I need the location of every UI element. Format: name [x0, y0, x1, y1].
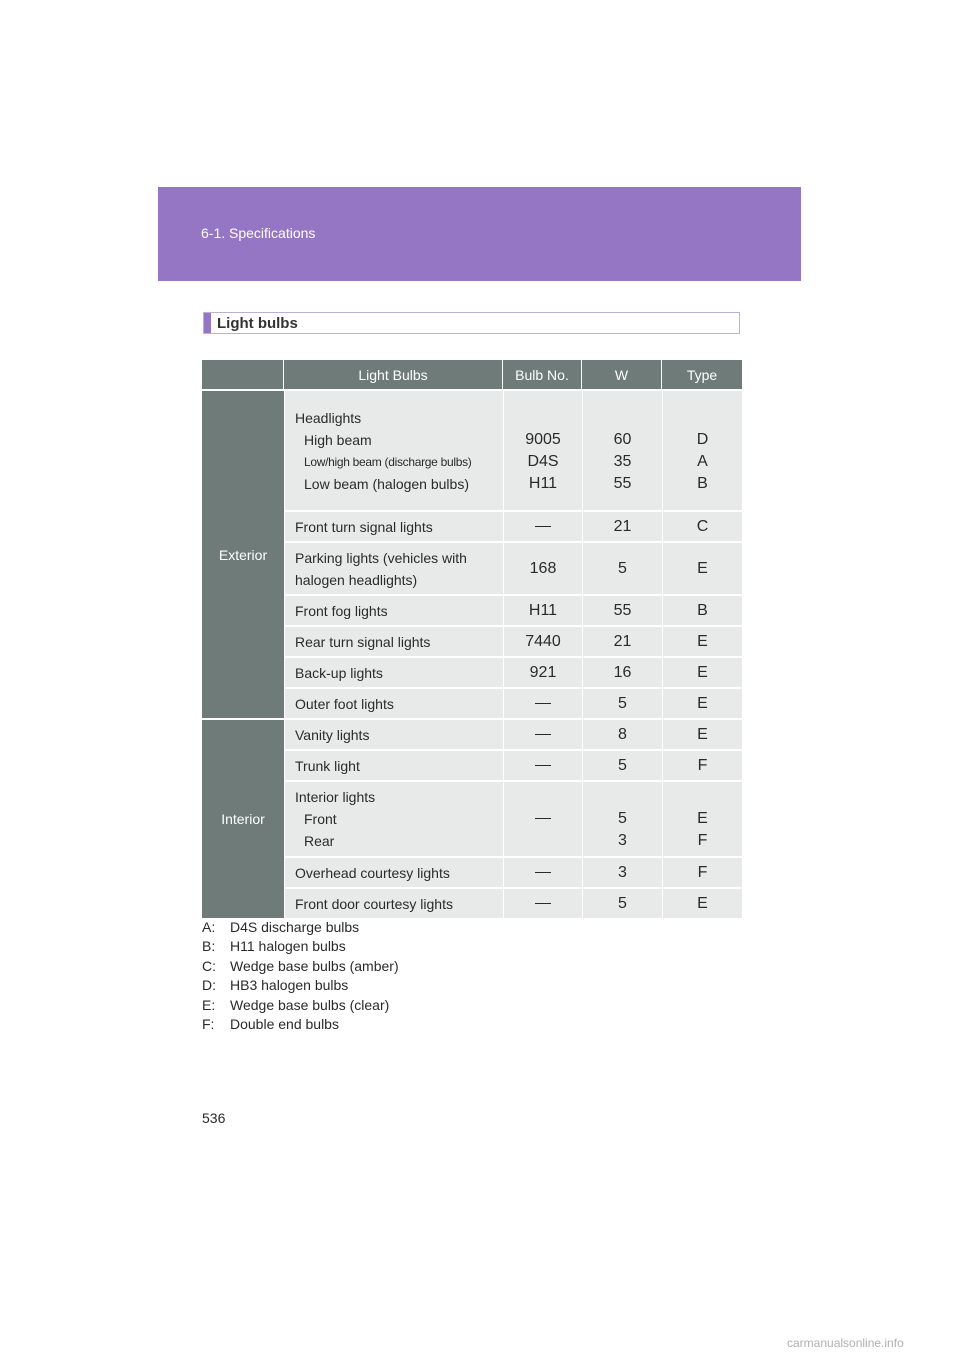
- footnote-text: Wedge base bulbs (clear): [230, 996, 390, 1013]
- dash-mark: [535, 765, 551, 766]
- light-bulbs-table: [202, 358, 742, 920]
- row-name: Rear turn signal lights: [284, 627, 503, 656]
- row-name: [284, 391, 503, 510]
- dash-mark: [535, 526, 551, 527]
- column-header-light-bulbs: Light Bulbs: [284, 360, 503, 389]
- type-value: B: [697, 474, 708, 492]
- footnote-item: [202, 957, 399, 976]
- footnote-text: Double end bulbs: [230, 1016, 339, 1033]
- bulb-number: H11: [528, 474, 558, 492]
- footnote-label: D:: [202, 977, 216, 994]
- footnote-text: HB3 halogen bulbs: [230, 977, 349, 994]
- bulb-number: 9005: [525, 430, 561, 448]
- row-name: Back-up lights: [284, 658, 503, 687]
- bulb-number-cell: [503, 889, 582, 918]
- type-value: E: [662, 889, 742, 918]
- bulb-number-cell: [503, 391, 582, 510]
- type-value: C: [662, 512, 742, 541]
- interior-lights-label: Interior lights: [295, 789, 376, 805]
- footnote-text: H11 halogen bulbs: [230, 938, 346, 955]
- watt-cell: [582, 782, 662, 856]
- footnote-label: A:: [202, 919, 216, 935]
- type-value: F: [662, 751, 742, 780]
- footnote-item: [202, 976, 399, 995]
- bulb-number: H11: [503, 596, 582, 625]
- watt-value: 55: [613, 474, 632, 492]
- dash-mark: [535, 872, 551, 873]
- bulb-number: 7440: [503, 627, 582, 656]
- type-value: E: [662, 689, 742, 718]
- table-row: [202, 720, 742, 749]
- dash-mark: [535, 903, 551, 904]
- group-label-exterior: Exterior: [202, 391, 284, 718]
- bulb-number-cell: [503, 858, 582, 887]
- bulb-number-cell: [503, 689, 582, 718]
- headlights-label: Headlights: [295, 409, 362, 426]
- watt-value: 5: [582, 889, 662, 918]
- watt-value: 60: [613, 430, 632, 448]
- type-value: E: [662, 720, 742, 749]
- row-name: [284, 782, 503, 856]
- footnote-item: [202, 1015, 399, 1034]
- type-value: B: [662, 596, 742, 625]
- bulb-number-cell: [503, 512, 582, 541]
- watt-value: 5: [582, 543, 662, 594]
- watt-value: 55: [582, 596, 662, 625]
- page-number: 536: [202, 1110, 226, 1126]
- column-header-watt: W: [582, 360, 662, 389]
- sub-item: Low beam (halogen bulbs): [304, 475, 469, 492]
- type-value: E: [697, 810, 708, 827]
- footnote-label: C:: [202, 957, 216, 974]
- type-value: E: [662, 543, 742, 594]
- footnote-label: B:: [202, 938, 216, 955]
- page-title-bar: [203, 312, 740, 334]
- type-cell: [662, 391, 742, 510]
- watt-value: 21: [582, 627, 662, 656]
- row-name: Vanity lights: [284, 720, 503, 749]
- row-name: Parking lights (vehicles with halogen headlights): [284, 543, 503, 594]
- footnote-item: [202, 937, 399, 956]
- type-value: E: [662, 658, 742, 687]
- watt-value: 35: [613, 452, 632, 470]
- watt-value: 5: [618, 810, 627, 827]
- watt-value: 3: [582, 858, 662, 887]
- footnote-text: Wedge base bulbs (amber): [230, 957, 399, 974]
- type-value: F: [697, 832, 708, 849]
- footnote-label: F:: [202, 1016, 215, 1033]
- dash-mark: [535, 703, 551, 704]
- type-value: D: [696, 430, 709, 448]
- group-label-interior: Interior: [202, 720, 284, 918]
- bulb-number-cell: [503, 782, 582, 856]
- sub-item: Rear: [304, 833, 335, 849]
- footnote-item: [202, 918, 399, 937]
- row-name: Overhead courtesy lights: [284, 858, 503, 887]
- row-name: Front turn signal lights: [284, 512, 503, 541]
- sub-item: High beam: [304, 431, 372, 448]
- bulb-number: 921: [503, 658, 582, 687]
- watt-cell: [582, 391, 662, 510]
- row-name: Front fog lights: [284, 596, 503, 625]
- watt-value: 3: [618, 832, 627, 849]
- bulb-number-cell: [503, 751, 582, 780]
- sub-item: Front: [304, 811, 337, 827]
- section-header-band: [158, 187, 801, 281]
- footnotes: [202, 918, 399, 1034]
- sub-item: Low/high beam (discharge bulbs): [304, 454, 472, 469]
- watt-value: 8: [582, 720, 662, 749]
- type-cell: [662, 782, 742, 856]
- bulb-number: 168: [503, 543, 582, 594]
- footnote-label: E:: [202, 996, 216, 1013]
- type-value: F: [662, 858, 742, 887]
- watermark: carmanualsonline.info: [787, 1336, 904, 1350]
- dash-mark: [535, 734, 551, 735]
- watt-value: 5: [582, 751, 662, 780]
- watt-value: 16: [582, 658, 662, 687]
- table-row: [202, 391, 742, 510]
- page-title: Light bulbs: [217, 315, 298, 332]
- watt-value: 5: [582, 689, 662, 718]
- type-value: E: [662, 627, 742, 656]
- footnote-text: D4S discharge bulbs: [230, 919, 360, 935]
- row-name: Front door courtesy lights: [284, 889, 503, 918]
- column-header-type: Type: [662, 360, 742, 389]
- dash-mark: [535, 818, 551, 819]
- row-name: Trunk light: [284, 751, 503, 780]
- type-value: A: [697, 452, 708, 470]
- footnote-item: [202, 996, 399, 1015]
- column-header-group: [202, 360, 284, 389]
- row-name: Outer foot lights: [284, 689, 503, 718]
- table-header-row: [202, 360, 742, 389]
- bulb-number-cell: [503, 720, 582, 749]
- section-title: 6-1. Specifications: [201, 225, 316, 241]
- column-header-bulb-no: Bulb No.: [503, 360, 582, 389]
- title-accent: [204, 313, 211, 333]
- bulb-number: D4S: [527, 452, 559, 470]
- watt-value: 21: [582, 512, 662, 541]
